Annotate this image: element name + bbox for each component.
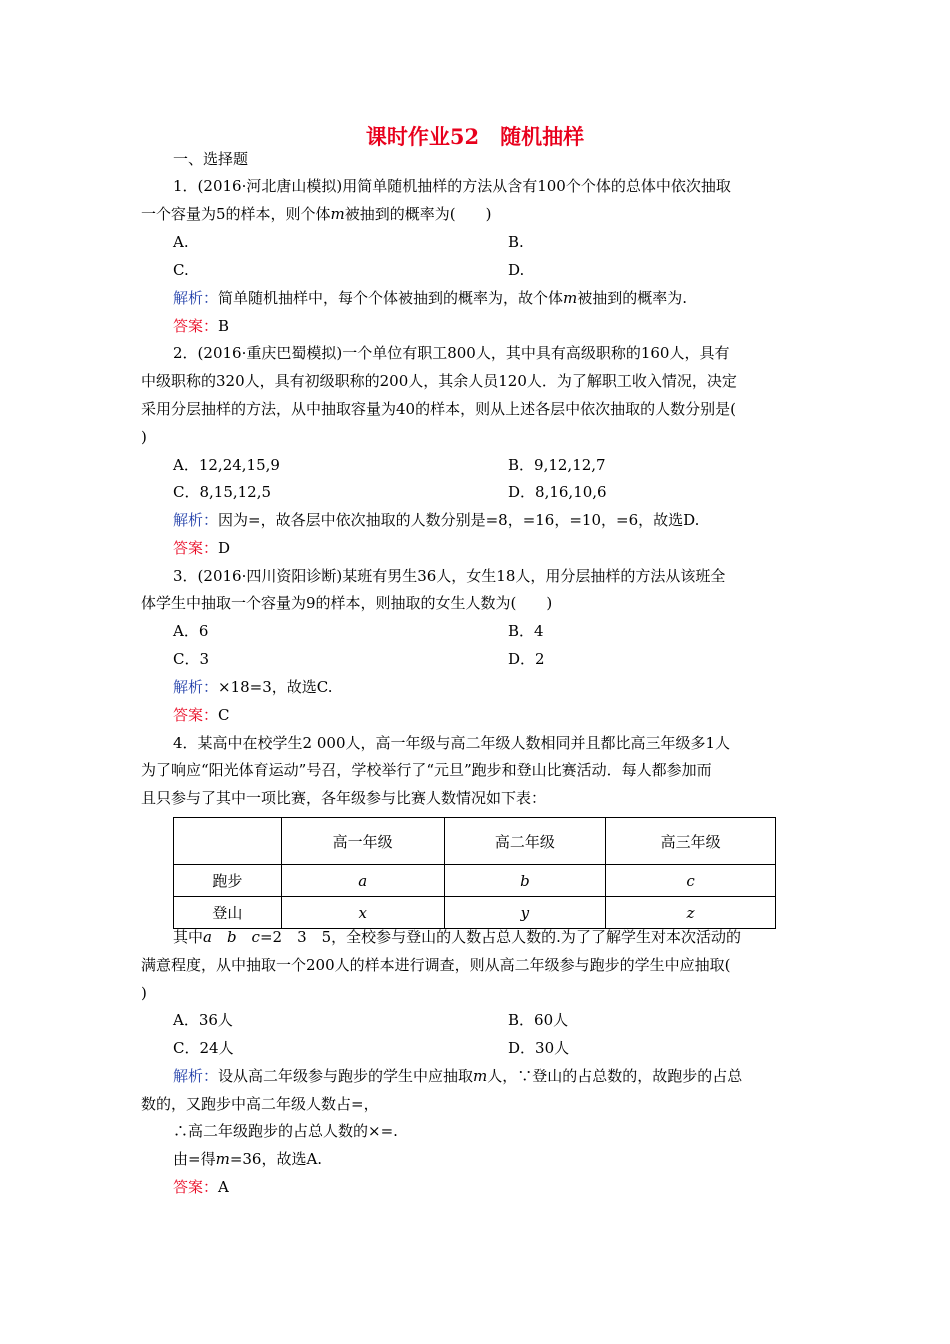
q2-stem-line3: 采用分层抽样的方法，从中抽取容量为40的样本，则从上述各层中依次抽取的人数分别是( (141, 400, 736, 418)
q1-analysis: 解析：简单随机抽样中，每个个体被抽到的概率为，故个体m被抽到的概率为. (173, 289, 688, 307)
q3-analysis: 解析：×18=3，故选C. (173, 678, 333, 696)
table-cell: a (281, 865, 444, 897)
q4-stem-line2: 为了响应“阳光体育运动”号召，学校举行了“元旦”跑步和登山比赛活动．每人都参加而 (141, 761, 712, 779)
q2-option-b: B．9,12,12,7 (508, 456, 606, 474)
q3-answer: 答案：C (173, 706, 230, 724)
table-header-cell: 高一年级 (281, 818, 444, 865)
analysis-label: 解析： (173, 1067, 219, 1085)
q2-option-d: D．8,16,10,6 (508, 483, 607, 501)
q1-answer: 答案：B (173, 317, 230, 335)
q2-option-c: C．8,15,12,5 (173, 483, 272, 501)
table-cell: y (444, 897, 606, 929)
q2-stem-line1: 2．(2016·重庆巴蜀模拟)一个单位有职工800人，其中具有高级职称的160人，具有 (173, 344, 730, 362)
q1-option-d: D. (508, 261, 525, 279)
table-cell: x (281, 897, 444, 929)
table-header-cell: 高三年级 (606, 818, 776, 865)
q4-stem-line6: ) (141, 984, 147, 1002)
q2-analysis: 解析：因为=，故各层中依次抽取的人数分别是=8，=16，=10，=6，故选D. (173, 511, 700, 529)
table-header-cell: 高二年级 (444, 818, 606, 865)
analysis-label: 解析： (173, 511, 219, 529)
answer-label: 答案： (173, 317, 219, 335)
q4-option-d: D．30人 (508, 1039, 570, 1057)
q4-stem-line3: 且只参与了其中一项比赛，各年级参与比赛人数情况如下表： (141, 789, 547, 807)
participation-table (173, 817, 776, 929)
q2-stem-line4: ) (141, 428, 147, 446)
q4-answer: 答案：A (173, 1178, 229, 1196)
q3-stem-line2: 体学生中抽取一个容量为9的样本，则抽取的女生人数为( ) (141, 594, 553, 612)
table-row (174, 897, 776, 929)
q3-option-d: D．2 (508, 650, 545, 668)
q1-option-a: A. (173, 233, 189, 251)
table-cell: b (444, 865, 606, 897)
table-cell: c (606, 865, 776, 897)
table-cell: z (606, 897, 776, 929)
section-heading: 一、选择题 (173, 150, 249, 168)
q3-option-c: C．3 (173, 650, 210, 668)
q1-option-c: C. (173, 261, 189, 279)
answer-label: 答案： (173, 539, 219, 557)
q4-stem-line5: 满意程度，从中抽取一个200人的样本进行调查，则从高二年级参与跑步的学生中应抽取( (141, 956, 731, 974)
q1-stem-line2: 一个容量为5的样本，则个体m被抽到的概率为( ) (141, 205, 492, 223)
q2-option-a: A．12,24,15,9 (173, 456, 280, 474)
table-header-cell (174, 818, 282, 865)
table-cell: 跑步 (174, 865, 282, 897)
q4-analysis-line3: ∴高二年级跑步的占总人数的×=. (173, 1122, 398, 1140)
q3-option-a: A．6 (173, 622, 209, 640)
q4-stem-line1: 4．某高中在校学生2 000人，高一年级与高二年级人数相同并且都比高三年级多1人 (173, 734, 731, 752)
q2-stem-line2: 中级职称的320人，具有初级职称的200人，其余人员120人．为了解职工收入情况，决定 (141, 372, 737, 390)
table-cell: 登山 (174, 897, 282, 929)
analysis-label: 解析： (173, 289, 219, 307)
answer-label: 答案： (173, 706, 219, 724)
q1-stem-line1: 1．(2016·河北唐山模拟)用简单随机抽样的方法从含有100个个体的总体中依次抽取 (173, 177, 731, 195)
q4-option-a: A．36人 (173, 1011, 233, 1029)
page-title: 课时作业52 随机抽样 (365, 124, 585, 149)
q3-option-b: B．4 (508, 622, 544, 640)
table-header-row (174, 818, 776, 865)
q4-option-c: C．24人 (173, 1039, 234, 1057)
q2-answer: 答案：D (173, 539, 231, 557)
table-row (174, 865, 776, 897)
q4-option-b: B．60人 (508, 1011, 569, 1029)
analysis-label: 解析： (173, 678, 219, 696)
q4-analysis-line2: 数的，又跑步中高二年级人数占=， (141, 1095, 379, 1113)
q4-stem-line4: 其中a b c=2 3 5，全校参与登山的人数占总人数的.为了了解学生对本次活动的 (173, 928, 741, 946)
q4-analysis-line1: 解析：设从高二年级参与跑步的学生中应抽取m人，∵登山的占总数的，故跑步的占总 (173, 1067, 743, 1085)
q1-option-b: B. (508, 233, 524, 251)
q4-analysis-line4: 由=得m=36，故选A. (173, 1150, 323, 1168)
answer-label: 答案： (173, 1178, 219, 1196)
q3-stem-line1: 3．(2016·四川资阳诊断)某班有男生36人，女生18人，用分层抽样的方法从该班全 (173, 567, 726, 585)
